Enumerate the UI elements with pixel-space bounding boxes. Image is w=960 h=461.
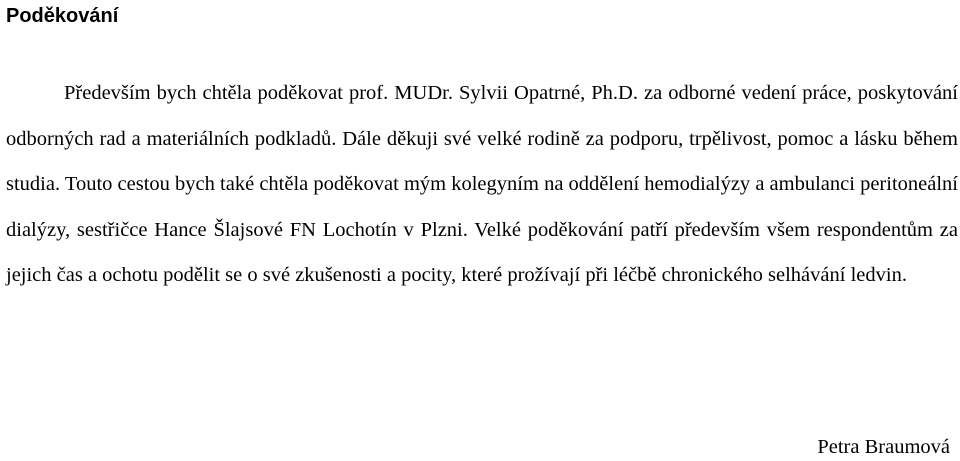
acknowledgement-paragraph: Především bych chtěla poděkovat prof. MUDr. Sylvii Opatrné, Ph.D. za odborné vedení práce, poskytování odborných rad a materiálních podkladů. Dále děkuji své velké rodině za podporu, trpělivost, pomoc a lásku během studia. Touto cestou bych také chtěla poděkovat mým kolegyním na oddělení hemodialýzy a ambulanci peritoneální dialýzy, sestřičce Hance Šlajsové FN Lochotín v Plzni. Velké poděkování patří především všem respondentům za jejich čas a ochotu podělit se o své zkušenosti a pocity, které prožívají při léčbě chronického selhávání ledvin. [6,82,958,286]
author-signature: Petra Braumová [817,436,950,458]
page-title: Poděkování [6,5,119,27]
